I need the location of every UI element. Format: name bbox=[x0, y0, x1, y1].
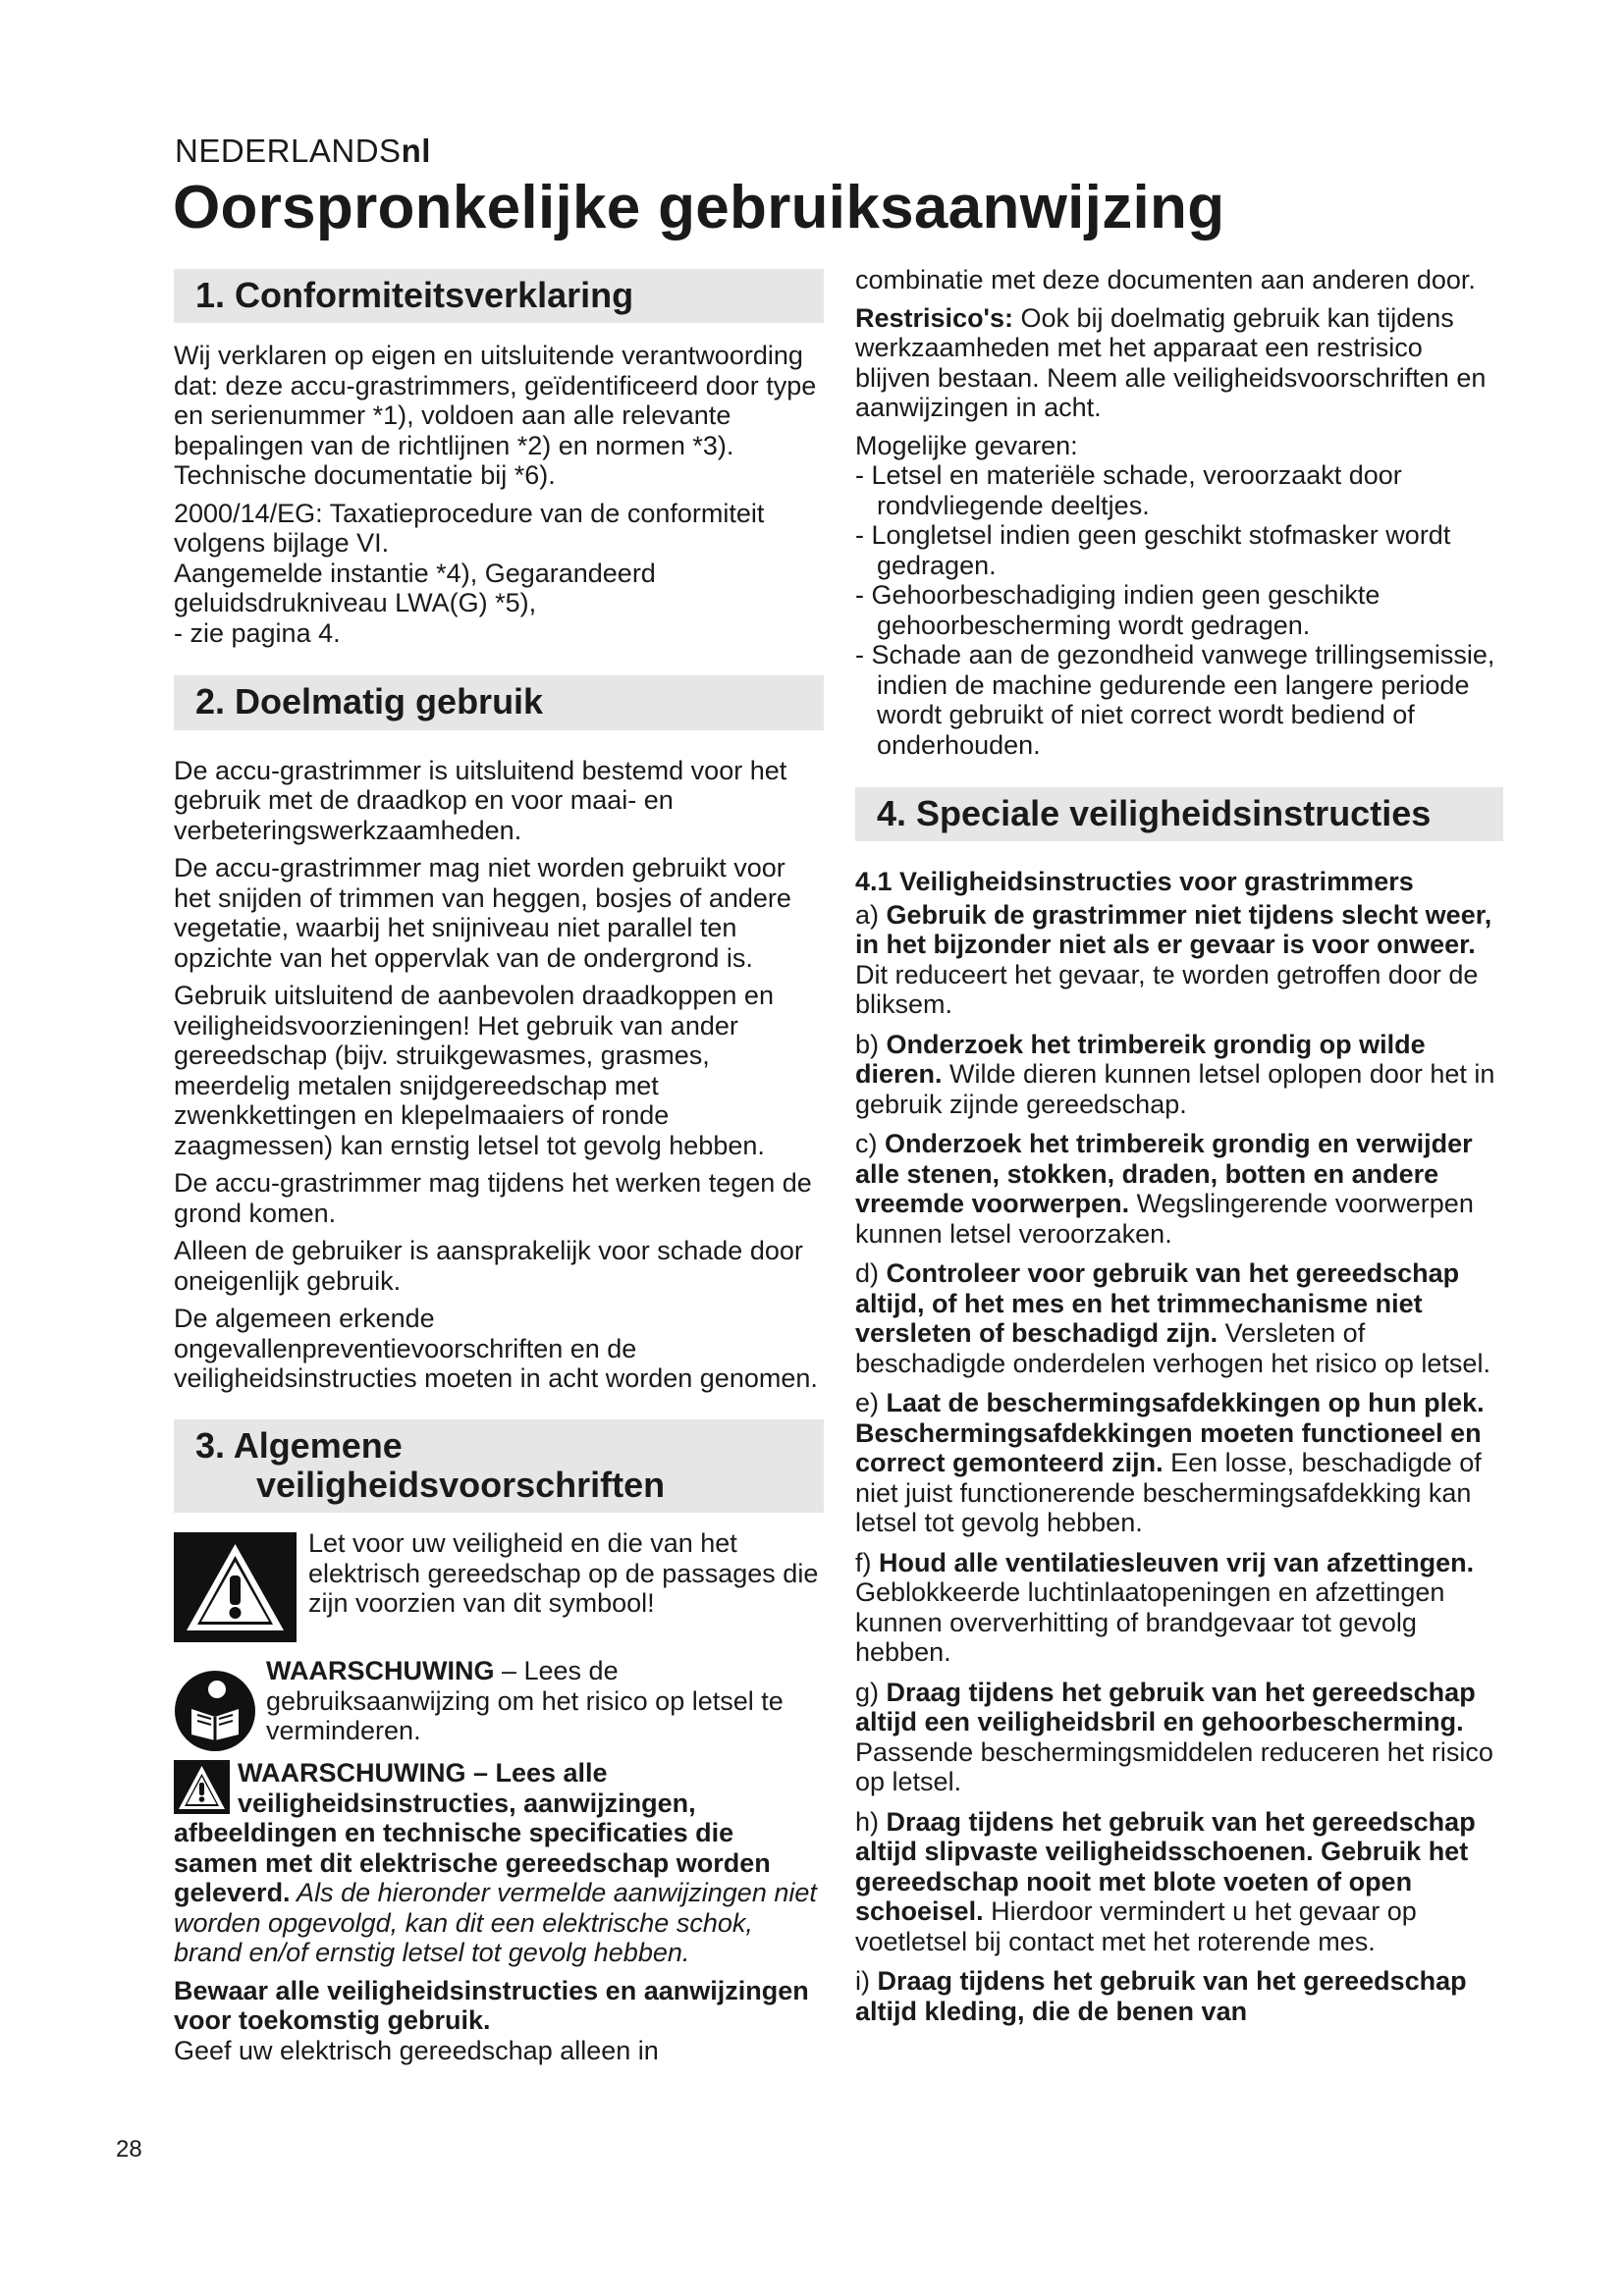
intended-use-p2: De accu-grastrimmer mag niet worden gebruikt voor het snijden of trimmen van heggen, bosjes of andere vegetatie, waarbij het snijniveau niet parallel ten opzichte van het oppervlak van de ondergrond is. bbox=[174, 853, 791, 973]
safety-item-b: b) Onderzoek het trimbereik grondig op wilde dieren. Wilde dieren kunnen letsel oplopen door het in gebruik zijnde gereedschap. bbox=[855, 1029, 1495, 1119]
see-page-text: - zie pagina 4. bbox=[174, 617, 341, 648]
read-manual-warning-text: – Lees de gebruiksaanwijzing om het risico op letsel te verminderen. bbox=[266, 1656, 784, 1746]
safety-item-g: g) Draag tijdens het gebruik van het gereedschap altijd een veiligheidsbril en gehoorbescherming. Passende beschermingsmiddelen reduceren het risico op letsel. bbox=[855, 1677, 1493, 1797]
safety-symbol-note-text: Let voor uw veiligheid en die van het elektrisch gereedschap op de passages die zijn voorzien van dit symbool! bbox=[308, 1528, 819, 1619]
hazards-intro: Mogelijke gevaren: bbox=[855, 430, 1078, 460]
section-4-1-subheading: 4.1 Veiligheidsinstructies voor grastrimmers bbox=[855, 867, 1414, 897]
hazard-item: - Gehoorbeschadiging indien geen geschikte gehoorbescherming wordt gedragen. bbox=[855, 580, 1380, 640]
safety-item-d: d) Controleer voor gebruik van het gereedschap altijd, of het mes en het trimmechanisme niet versleten of beschadigd zijn. Versleten of beschadigde onderdelen verhogen het risico op letsel. bbox=[855, 1258, 1490, 1378]
document-title: Oorspronkelijke gebruiksaanwijzing bbox=[173, 174, 1225, 241]
hazard-item: - Longletsel indien geen geschikt stofmasker wordt gedragen. bbox=[855, 520, 1451, 580]
left-column bbox=[174, 269, 824, 2073]
keep-instructions-text: Geef uw elektrisch gereedschap alleen in bbox=[174, 2035, 659, 2065]
section-3-heading bbox=[174, 1419, 824, 1514]
safety-item-f: f) Houd alle ventilatiesleuven vrij van afzettingen. Geblokkeerde luchtinlaatopeningen en afzettingen kunnen oververhitting of brandgevaar tot gevolg hebben. bbox=[855, 1547, 1475, 1668]
language-code: nl bbox=[401, 133, 431, 169]
warning-triangle-small-icon bbox=[174, 1760, 230, 1814]
residual-risk-text bbox=[855, 303, 1503, 423]
intended-use-p3: Gebruik uitsluitend de aanbevolen draadkoppen en veiligheidsvoorzieningen! Het gebruik van ander gereedschap (bijv. struikgewasmes, grasmes, meerdelig metalen snijdgereedschap met zwenkkettingen en klepelmaaiers of ronde zaagmessen) kan ernstig letsel tot gevolg hebben. bbox=[174, 981, 774, 1160]
hazard-item: - Letsel en materiële schade, veroorzaakt door rondvliegende deeltjes. bbox=[855, 460, 1402, 520]
residual-risk-body: Ook bij doelmatig gebruik kan tijdens werkzaamheden met het apparaat een restrisico blijven bestaan. Neem alle veiligheidsvoorschriften en aanwijzingen in acht. bbox=[855, 302, 1487, 422]
safety-item-a: a) Gebruik de grastrimmer niet tijdens slecht weer, in het bijzonder niet als er gevaar is voor onweer. Dit reduceert het gevaar, te worden getroffen door de bliksem. bbox=[855, 899, 1492, 1020]
language-name: NEDERLANDS bbox=[175, 133, 402, 169]
warning-triangle-icon bbox=[174, 1532, 297, 1642]
intended-use-p5: Alleen de gebruiker is aansprakelijk voor schade door oneigenlijk gebruik. bbox=[174, 1236, 803, 1296]
read-manual-icon bbox=[174, 1670, 256, 1752]
continued-text: combinatie met deze documenten aan anderen door. bbox=[855, 265, 1476, 294]
section-3-heading-line1: 3. Algemene bbox=[195, 1424, 403, 1466]
intended-use-p1: De accu-grastrimmer is uitsluitend bestemd voor het gebruik met de draadkop en voor maai- en verbeteringswerkzaamheden. bbox=[174, 755, 787, 845]
conformity-declaration-text: Wij verklaren op eigen en uitsluitende verantwoording dat: deze accu-grastrimmers, geïdentificeerd door type en serienummer *1), voldoen aan alle relevante bepalingen van de richtlijnen *2) en normen *3). Technische documentatie bij *6). bbox=[174, 341, 817, 491]
right-column bbox=[855, 265, 1503, 2036]
safety-item-e: e) Laat de beschermingsafdekkingen op hun plek. Beschermingsafdekkingen moeten functioneel en correct gemonteerd zijn. Een losse, beschadigde of niet juist functionerende beschermingsafdekking kan letsel tot gevolg hebben. bbox=[855, 1388, 1485, 1538]
section-2-heading: 2. Doelmatig gebruik bbox=[174, 675, 824, 729]
page-number: 28 bbox=[116, 2136, 142, 2163]
read-manual-warning bbox=[174, 1656, 824, 1752]
read-all-instructions-warning bbox=[174, 1758, 824, 1968]
language-label bbox=[175, 133, 431, 170]
intended-use-p6: De algemeen erkende ongevallenpreventievoorschriften en de veiligheidsinstructies moeten in acht worden genomen. bbox=[174, 1304, 818, 1394]
read-all-instructions-italic: Als de hieronder vermelde aanwijzingen niet worden opgevolgd, kan dit een elektrische schok, brand en/of ernstig letsel tot gevolg hebben. bbox=[174, 1878, 817, 1968]
section-3-heading-line2: veiligheidsvoorschriften bbox=[256, 1464, 666, 1505]
safety-item-h: h) Draag tijdens het gebruik van het gereedschap altijd slipvaste veiligheidsschoenen. Gebruik het gereedschap nooit met blote voeten of open schoeisel. Hierdoor vermindert u het gevaar op voetletsel bij contact met het roterende mes. bbox=[855, 1806, 1476, 1956]
directive-2000-14-text: 2000/14/EG: Taxatieprocedure van de conformiteit volgens bijlage VI. bbox=[174, 498, 765, 559]
safety-symbol-note bbox=[174, 1528, 824, 1642]
notified-body-text: Aangemelde instantie *4), Gegarandeerd geluidsdrukniveau LWA(G) *5), bbox=[174, 558, 656, 618]
keep-instructions-bold: Bewaar alle veiligheidsinstructies en aanwijzingen voor toekomstig gebruik. bbox=[174, 1975, 809, 2036]
section-4-heading: 4. Speciale veiligheidsinstructies bbox=[855, 787, 1503, 841]
keep-instructions bbox=[174, 1976, 824, 2066]
safety-item-c: c) Onderzoek het trimbereik grondig en verwijder alle stenen, stokken, draden, botten en andere vreemde voorwerpen. Wegslingerende voorwerpen kunnen letsel veroorzaken. bbox=[855, 1129, 1474, 1249]
residual-risk-label: Restrisico's: bbox=[855, 302, 1013, 333]
safety-item-i: i) Draag tijdens het gebruik van het gereedschap altijd kleding, die de benen van bbox=[855, 1966, 1467, 2026]
read-all-instructions-bold: WAARSCHUWING – Lees alle veiligheidsinstructies, aanwijzingen, afbeeldingen en technische specificaties die samen met dit elektrische gereedschap worden geleverd. bbox=[174, 1758, 771, 1908]
read-manual-warning-label: WAARSCHUWING bbox=[266, 1656, 495, 1686]
section-1-heading: 1. Conformiteitsverklaring bbox=[174, 269, 824, 323]
intended-use-p4: De accu-grastrimmer mag tijdens het werken tegen de grond komen. bbox=[174, 1168, 812, 1228]
hazard-item: - Schade aan de gezondheid vanwege trillingsemissie, indien de machine gedurende een langere periode wordt gebruikt of niet correct wordt bediend of onderhouden. bbox=[855, 640, 1495, 760]
